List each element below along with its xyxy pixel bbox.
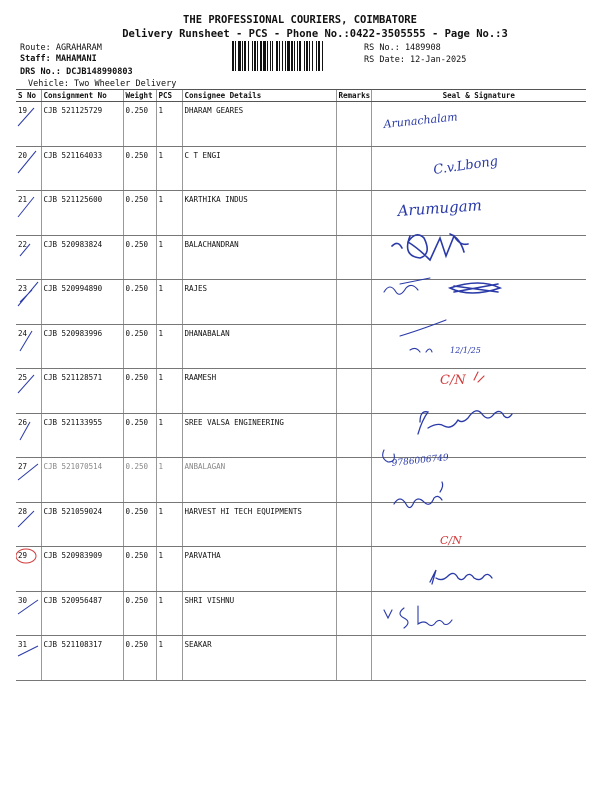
- cell-remarks: [336, 369, 371, 414]
- cell-consignee: [182, 369, 336, 414]
- cell-seal-signature: [371, 413, 586, 458]
- cell-consignment-no: [41, 146, 123, 191]
- cell-pcs-text: 1: [158, 106, 164, 115]
- cell-pcs-text: 1: [158, 551, 164, 560]
- cell-consignment-no-text: CJB 521164033: [43, 150, 103, 160]
- cell-weight-text: 0.250: [125, 640, 149, 649]
- drs-info: [20, 67, 133, 77]
- cell-consignment-no: [41, 458, 123, 503]
- cell-consignee-text: PARVATHA: [184, 551, 221, 560]
- cell-pcs: [156, 369, 182, 414]
- cell-consignee: [182, 235, 336, 280]
- cell-weight-text: 0.250: [125, 551, 149, 560]
- signature-row-25: C/N: [440, 373, 466, 388]
- cell-consignee-text: C T ENGI: [184, 150, 221, 160]
- cell-sno-text: 21: [18, 195, 28, 204]
- cell-remarks: [336, 102, 371, 147]
- table-row: [16, 280, 586, 325]
- cell-consignee-text: HARVEST HI TECH EQUIPMENTS: [184, 506, 302, 516]
- company-title: THE PROFESSIONAL COURIERS, COIMBATORE: [183, 14, 417, 26]
- cell-pcs-text: 1: [158, 239, 164, 249]
- table-row: [16, 547, 586, 592]
- cell-consignee: [182, 502, 336, 547]
- cell-weight: [123, 280, 156, 325]
- table-row: [16, 458, 586, 503]
- cell-weight-text: 0.250: [125, 506, 149, 516]
- cell-pcs-text: 1: [158, 373, 164, 382]
- cell-weight-text: 0.250: [125, 195, 149, 204]
- cell-consignee-text: DHANABALAN: [184, 328, 230, 338]
- cell-weight: [123, 102, 156, 147]
- signature-row-29: C/N: [440, 534, 462, 547]
- cell-sno: [16, 369, 41, 414]
- cell-sno: [16, 636, 41, 681]
- cell-seal-signature: [371, 369, 586, 414]
- cell-sno: [16, 547, 41, 592]
- staff-value: MAHAMANI: [55, 54, 97, 64]
- cell-pcs-text: 1: [158, 506, 164, 516]
- cell-remarks: [336, 280, 371, 325]
- cell-pcs: [156, 235, 182, 280]
- col-sno: S No: [16, 90, 41, 102]
- table-row: [16, 369, 586, 414]
- cell-weight-text: 0.250: [125, 150, 149, 160]
- cell-consignment-no-text: CJB 521070514: [43, 462, 103, 471]
- cell-sno: [16, 458, 41, 503]
- cell-seal-signature: [371, 280, 586, 325]
- vehicle-label: Vehicle: Two Wheeler Delivery: [28, 79, 177, 89]
- cell-sno: [16, 413, 41, 458]
- route-label: Route: AGRAHARAM: [20, 43, 102, 53]
- cell-sno: [16, 235, 41, 280]
- cell-consignment-no: [41, 369, 123, 414]
- table-row: [16, 235, 586, 280]
- cell-consignment-no-text: CJB 520994890: [43, 284, 103, 293]
- cell-consignment-no: [41, 413, 123, 458]
- cell-seal-signature: [371, 636, 586, 681]
- cell-sno-text: 30: [18, 595, 28, 605]
- table-row: [16, 146, 586, 191]
- cell-seal-signature: [371, 146, 586, 191]
- cell-pcs: [156, 502, 182, 547]
- cell-seal-signature: [371, 458, 586, 503]
- signature-row-21: Arumugam: [397, 196, 483, 220]
- cell-weight: [123, 413, 156, 458]
- cell-consignee-text: SHRI VISHNU: [184, 595, 235, 605]
- cell-sno: [16, 324, 41, 369]
- cell-consignee-text: BALACHANDRAN: [184, 239, 239, 249]
- cell-pcs-text: 1: [158, 150, 164, 160]
- cell-pcs-text: 1: [158, 195, 164, 204]
- cell-pcs-text: 1: [158, 462, 164, 471]
- cell-consignment-no: [41, 502, 123, 547]
- cell-sno: [16, 502, 41, 547]
- cell-consignee: [182, 636, 336, 681]
- cell-seal-signature: [371, 502, 586, 547]
- cell-pcs: [156, 146, 182, 191]
- cell-consignee: [182, 324, 336, 369]
- cell-pcs-text: 1: [158, 595, 164, 605]
- cell-remarks: [336, 547, 371, 592]
- cell-sno-text: 31: [18, 640, 28, 649]
- cell-weight-text: 0.250: [125, 417, 149, 427]
- cell-pcs: [156, 280, 182, 325]
- cell-seal-signature: [371, 235, 586, 280]
- cell-weight: [123, 591, 156, 636]
- cell-consignee-text: RAJES: [184, 284, 208, 293]
- cell-consignment-no-text: CJB 521108317: [43, 640, 103, 649]
- cell-consignment-no-text: CJB 521133955: [43, 417, 103, 427]
- cell-consignment-no-text: CJB 520983824: [43, 239, 103, 249]
- cell-consignee: [182, 102, 336, 147]
- cell-sno-text: 27: [18, 462, 28, 471]
- cell-consignment-no-text: CJB 521125729: [43, 106, 103, 115]
- table-row: [16, 324, 586, 369]
- drs-value: DCJB148990803: [66, 67, 133, 77]
- cell-pcs: [156, 102, 182, 147]
- cell-sno-text: 24: [18, 328, 28, 338]
- cell-pcs: [156, 191, 182, 236]
- cell-remarks: [336, 502, 371, 547]
- cell-consignee: [182, 591, 336, 636]
- cell-weight: [123, 146, 156, 191]
- cell-consignment-no-text: CJB 520956487: [43, 595, 103, 605]
- cell-consignment-no: [41, 591, 123, 636]
- table-header-row: [16, 90, 586, 102]
- cell-weight: [123, 324, 156, 369]
- cell-consignee: [182, 280, 336, 325]
- cell-weight-text: 0.250: [125, 595, 149, 605]
- cell-seal-signature: [371, 324, 586, 369]
- table-row: [16, 502, 586, 547]
- cell-consignment-no-text: CJB 520983909: [43, 551, 103, 560]
- cell-sno: [16, 191, 41, 236]
- cell-consignment-no-text: CJB 521128571: [43, 373, 103, 382]
- cell-weight: [123, 369, 156, 414]
- signature-row-27: 9786006749: [391, 453, 450, 469]
- cell-consignment-no: [41, 102, 123, 147]
- cell-seal-signature: [371, 547, 586, 592]
- cell-consignee: [182, 191, 336, 236]
- cell-pcs: [156, 636, 182, 681]
- cell-consignment-no-text: CJB 521125600: [43, 195, 103, 204]
- cell-sno-text: 29: [18, 551, 28, 560]
- cell-pcs: [156, 324, 182, 369]
- cell-remarks: [336, 191, 371, 236]
- cell-consignee-text: KARTHIKA INDUS: [184, 195, 248, 204]
- staff-info: [20, 54, 97, 64]
- staff-label: Staff:: [20, 54, 51, 64]
- table-row: [16, 636, 586, 681]
- cell-consignee-text: DHARAM GEARES: [184, 106, 244, 115]
- col-consignment: Consignment No: [41, 90, 123, 102]
- cell-weight-text: 0.250: [125, 462, 149, 471]
- cell-remarks: [336, 235, 371, 280]
- cell-consignment-no: [41, 191, 123, 236]
- cell-consignee-text: RAAMESH: [184, 373, 217, 382]
- cell-remarks: [336, 324, 371, 369]
- cell-weight-text: 0.250: [125, 239, 149, 249]
- cell-consignment-no: [41, 280, 123, 325]
- cell-consignee-text: SREE VALSA ENGINEERING: [184, 417, 284, 427]
- cell-pcs-text: 1: [158, 284, 164, 293]
- cell-consignment-no: [41, 324, 123, 369]
- rs-date: RS Date: 12-Jan-2025: [364, 55, 467, 65]
- signature-row-19: Arunachalam: [382, 110, 459, 131]
- rs-number: RS No.: 1489908: [364, 43, 441, 53]
- cell-weight: [123, 191, 156, 236]
- cell-pcs: [156, 458, 182, 503]
- cell-sno-text: 28: [18, 506, 28, 516]
- cell-consignment-no-text: CJB 520983996: [43, 328, 103, 338]
- cell-remarks: [336, 146, 371, 191]
- cell-sno-text: 26: [18, 417, 28, 427]
- cell-sno: [16, 146, 41, 191]
- cell-weight: [123, 547, 156, 592]
- cell-consignee: [182, 413, 336, 458]
- cell-remarks: [336, 458, 371, 503]
- barcode-image: [232, 41, 356, 71]
- col-pcs: PCS: [156, 90, 182, 102]
- cell-weight-text: 0.250: [125, 284, 149, 293]
- col-remarks: Remarks: [336, 90, 371, 102]
- cell-remarks: [336, 636, 371, 681]
- cell-sno-text: 20: [18, 150, 28, 160]
- cell-consignment-no: [41, 547, 123, 592]
- cell-pcs-text: 1: [158, 640, 164, 649]
- signature-row-24-date: 12/1/25: [450, 346, 481, 355]
- cell-sno-text: 25: [18, 373, 28, 382]
- cell-pcs-text: 1: [158, 328, 164, 338]
- cell-consignee-text: ANBALAGAN: [184, 462, 226, 471]
- cell-pcs: [156, 591, 182, 636]
- cell-consignment-no: [41, 636, 123, 681]
- cell-weight: [123, 636, 156, 681]
- cell-remarks: [336, 591, 371, 636]
- cell-consignee-text: SEAKAR: [184, 640, 212, 649]
- col-seal-signature: Seal & Signature: [371, 90, 586, 102]
- cell-seal-signature: [371, 191, 586, 236]
- cell-pcs: [156, 413, 182, 458]
- drs-label: DRS No.:: [20, 67, 61, 77]
- table-row: [16, 102, 586, 147]
- cell-weight-text: 0.250: [125, 106, 149, 115]
- cell-remarks: [336, 413, 371, 458]
- col-weight: Weight: [123, 90, 156, 102]
- runsheet-table: [16, 89, 586, 681]
- table-row: [16, 191, 586, 236]
- cell-consignment-no-text: CJB 521059024: [43, 506, 103, 516]
- cell-consignee: [182, 146, 336, 191]
- cell-consignment-no: [41, 235, 123, 280]
- cell-consignee: [182, 458, 336, 503]
- cell-weight: [123, 458, 156, 503]
- cell-seal-signature: [371, 102, 586, 147]
- cell-weight: [123, 502, 156, 547]
- cell-sno-text: 19: [18, 106, 28, 115]
- table-row: [16, 591, 586, 636]
- signature-row-20: C.v.Lbong: [432, 154, 499, 178]
- cell-consignee: [182, 547, 336, 592]
- runsheet-subtitle: Delivery Runsheet - PCS - Phone No.:0422-3505555 - Page No.:3: [122, 28, 508, 40]
- cell-sno: [16, 102, 41, 147]
- cell-sno-text: 23: [18, 284, 28, 293]
- cell-weight-text: 0.250: [125, 373, 149, 382]
- cell-sno-text: 22: [18, 239, 28, 249]
- cell-weight-text: 0.250: [125, 328, 149, 338]
- cell-sno: [16, 591, 41, 636]
- cell-seal-signature: [371, 591, 586, 636]
- cell-pcs-text: 1: [158, 417, 164, 427]
- cell-pcs: [156, 547, 182, 592]
- col-consignee: Consignee Details: [182, 90, 336, 102]
- cell-sno: [16, 280, 41, 325]
- table-row: [16, 413, 586, 458]
- cell-weight: [123, 235, 156, 280]
